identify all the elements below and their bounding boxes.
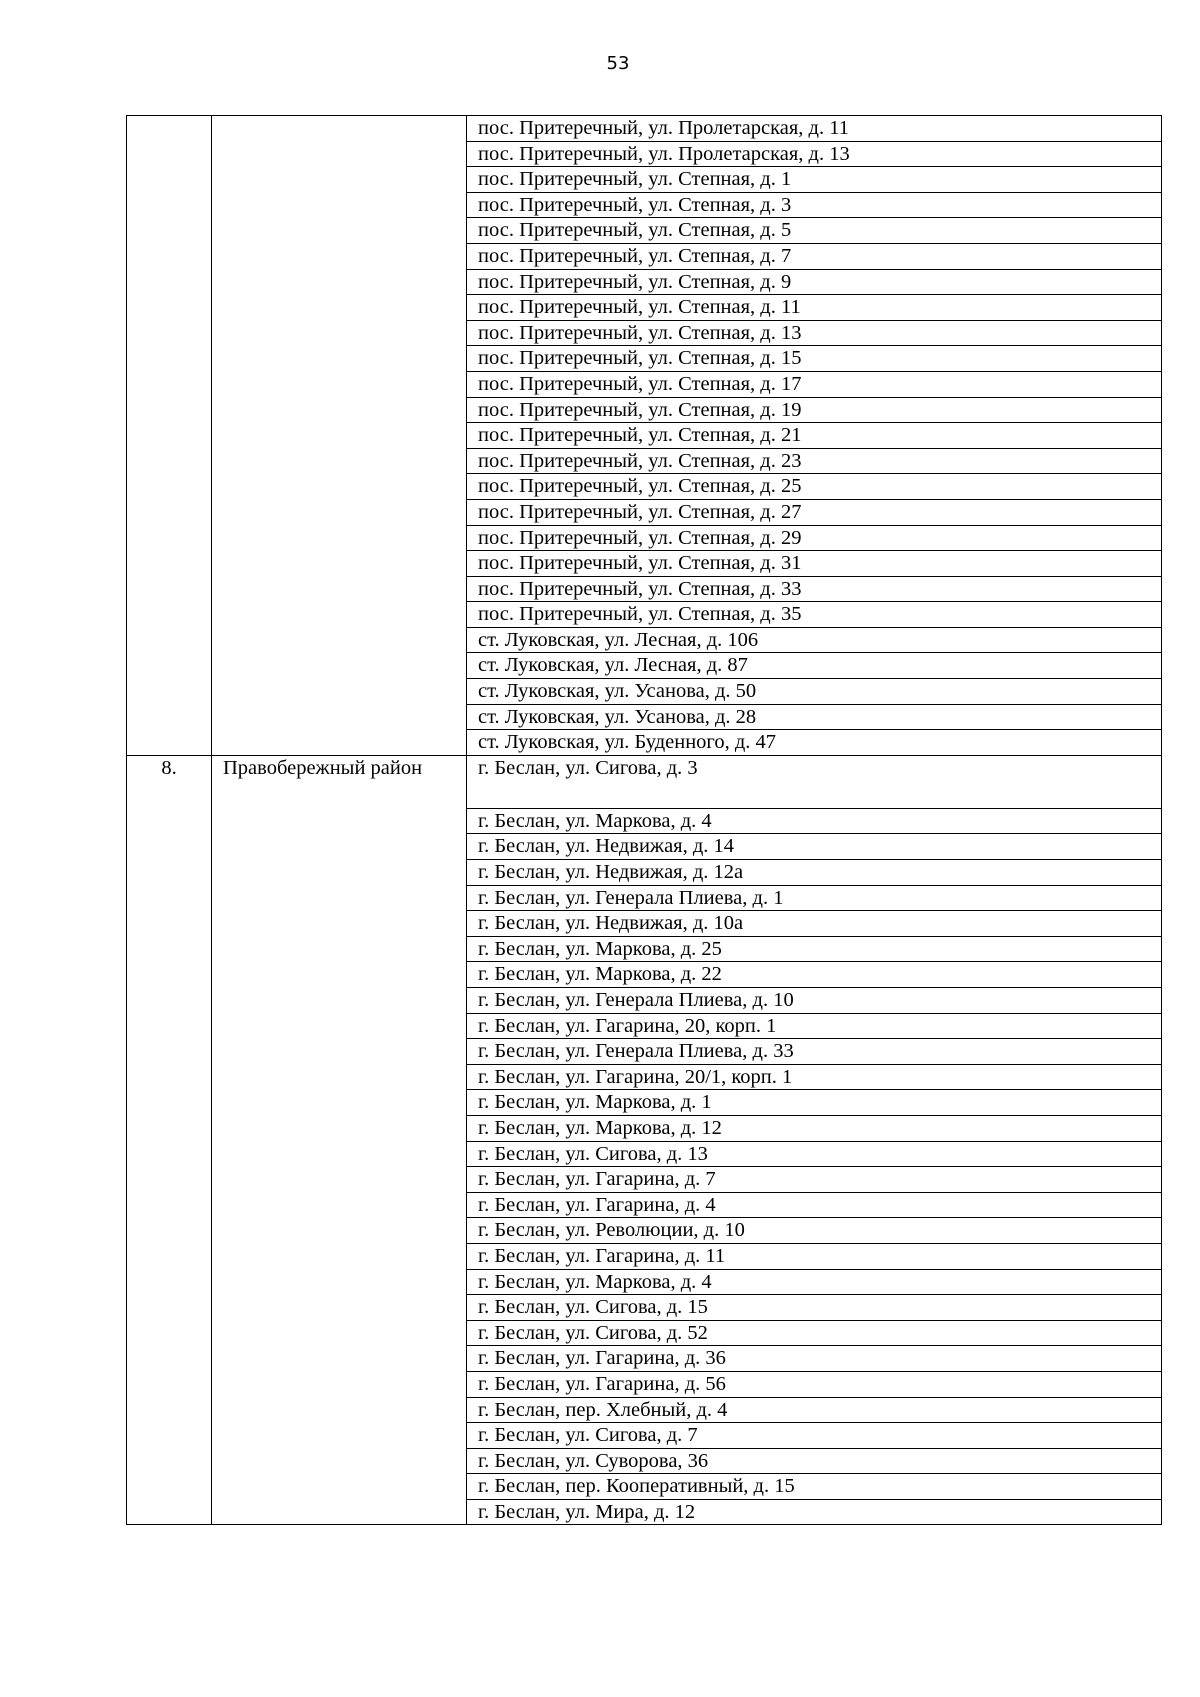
section-number-cell: 8. — [127, 755, 212, 1525]
district-cell: Правобережный район — [212, 755, 467, 1525]
address-cell: г. Беслан, ул. Суворова, 36 — [467, 1448, 1162, 1474]
address-cell: г. Беслан, ул. Гагарина, д. 7 — [467, 1167, 1162, 1193]
address-cell: пос. Притеречный, ул. Степная, д. 11 — [467, 295, 1162, 321]
address-cell: пос. Притеречный, ул. Степная, д. 21 — [467, 423, 1162, 449]
address-cell: пос. Притеречный, ул. Пролетарская, д. 11 — [467, 116, 1162, 142]
address-cell: г. Беслан, ул. Гагарина, д. 4 — [467, 1192, 1162, 1218]
address-cell: пос. Притеречный, ул. Степная, д. 27 — [467, 499, 1162, 525]
address-cell: пос. Притеречный, ул. Степная, д. 3 — [467, 192, 1162, 218]
address-cell: пос. Притеречный, ул. Степная, д. 29 — [467, 525, 1162, 551]
address-cell: пос. Притеречный, ул. Степная, д. 19 — [467, 397, 1162, 423]
address-cell: г. Беслан, ул. Сигова, д. 52 — [467, 1320, 1162, 1346]
section-number-cell — [127, 116, 212, 756]
address-cell: пос. Притеречный, ул. Степная, д. 13 — [467, 320, 1162, 346]
address-cell: г. Беслан, ул. Мира, д. 12 — [467, 1499, 1162, 1525]
address-cell: ст. Луковская, ул. Буденного, д. 47 — [467, 730, 1162, 756]
address-cell: пос. Притеречный, ул. Степная, д. 23 — [467, 448, 1162, 474]
address-table-body — [127, 116, 1162, 1525]
address-cell: ст. Луковская, ул. Усанова, д. 28 — [467, 704, 1162, 730]
address-cell: г. Беслан, ул. Недвижая, д. 14 — [467, 834, 1162, 860]
address-cell: г. Беслан, пер. Кооперативный, д. 15 — [467, 1474, 1162, 1500]
address-cell: г. Беслан, ул. Гагарина, д. 11 — [467, 1243, 1162, 1269]
address-cell: г. Беслан, ул. Недвижая, д. 10а — [467, 911, 1162, 937]
address-cell: г. Беслан, ул. Маркова, д. 1 — [467, 1090, 1162, 1116]
address-cell: пос. Притеречный, ул. Степная, д. 9 — [467, 269, 1162, 295]
address-cell: г. Беслан, ул. Сигова, д. 13 — [467, 1141, 1162, 1167]
address-cell: ст. Луковская, ул. Лесная, д. 87 — [467, 653, 1162, 679]
page-number: 53 — [606, 53, 630, 74]
address-cell: г. Беслан, ул. Сигова, д. 7 — [467, 1423, 1162, 1449]
address-cell: пос. Притеречный, ул. Степная, д. 35 — [467, 602, 1162, 628]
address-cell: г. Беслан, ул. Маркова, д. 12 — [467, 1115, 1162, 1141]
address-cell: г. Беслан, пер. Хлебный, д. 4 — [467, 1397, 1162, 1423]
address-table — [126, 115, 1162, 1525]
address-cell: г. Беслан, ул. Гагарина, 20, корп. 1 — [467, 1013, 1162, 1039]
address-cell: г. Беслан, ул. Гагарина, д. 36 — [467, 1346, 1162, 1372]
address-cell: пос. Притеречный, ул. Степная, д. 7 — [467, 243, 1162, 269]
table-row — [127, 755, 1162, 808]
address-cell: г. Беслан, ул. Гагарина, 20/1, корп. 1 — [467, 1064, 1162, 1090]
address-cell: пос. Притеречный, ул. Степная, д. 31 — [467, 551, 1162, 577]
address-cell: ст. Луковская, ул. Лесная, д. 106 — [467, 627, 1162, 653]
address-cell: г. Беслан, ул. Гагарина, д. 56 — [467, 1371, 1162, 1397]
address-cell: пос. Притеречный, ул. Пролетарская, д. 13 — [467, 141, 1162, 167]
address-cell: пос. Притеречный, ул. Степная, д. 25 — [467, 474, 1162, 500]
district-cell — [212, 116, 467, 756]
address-cell: г. Беслан, ул. Маркова, д. 4 — [467, 808, 1162, 834]
address-cell: г. Беслан, ул. Маркова, д. 25 — [467, 936, 1162, 962]
address-cell: пос. Притеречный, ул. Степная, д. 17 — [467, 371, 1162, 397]
table-row — [127, 116, 1162, 142]
address-cell: г. Беслан, ул. Маркова, д. 22 — [467, 962, 1162, 988]
address-cell: г. Беслан, ул. Революции, д. 10 — [467, 1218, 1162, 1244]
address-cell: г. Беслан, ул. Недвижая, д. 12а — [467, 860, 1162, 886]
address-cell: г. Беслан, ул. Сигова, д. 15 — [467, 1295, 1162, 1321]
address-cell: пос. Притеречный, ул. Степная, д. 5 — [467, 218, 1162, 244]
address-cell: г. Беслан, ул. Генерала Плиева, д. 10 — [467, 988, 1162, 1014]
address-cell: г. Беслан, ул. Генерала Плиева, д. 1 — [467, 885, 1162, 911]
address-cell: пос. Притеречный, ул. Степная, д. 33 — [467, 576, 1162, 602]
address-cell: г. Беслан, ул. Генерала Плиева, д. 33 — [467, 1039, 1162, 1065]
address-cell: пос. Притеречный, ул. Степная, д. 15 — [467, 346, 1162, 372]
address-cell: г. Беслан, ул. Сигова, д. 3 — [467, 755, 1162, 808]
address-cell: пос. Притеречный, ул. Степная, д. 1 — [467, 167, 1162, 193]
address-cell: ст. Луковская, ул. Усанова, д. 50 — [467, 679, 1162, 705]
address-cell: г. Беслан, ул. Маркова, д. 4 — [467, 1269, 1162, 1295]
